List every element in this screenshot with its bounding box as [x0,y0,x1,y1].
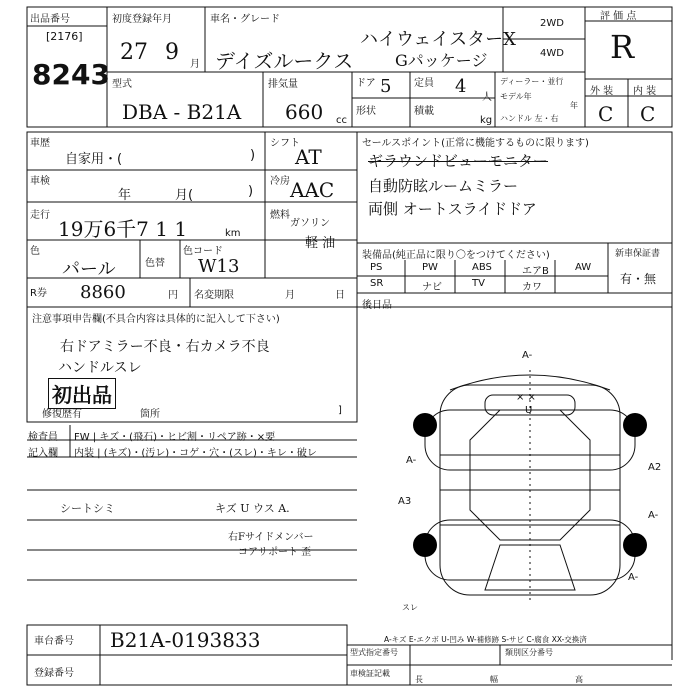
notes-close: ] [338,405,342,416]
model-label: 型式 [112,79,132,90]
name-change-month: 月 [285,290,295,301]
first-listing-stamp: 初出品 [48,378,116,409]
kg-unit: kg [480,115,493,126]
class-number-label: 類別区分番号 [505,648,553,657]
chassis-value: B21A-0193833 [110,628,261,652]
reg-month-unit: 月 [190,59,200,70]
repair-label: 修復歴有 [42,409,82,420]
inspector-note-2: キズ U ウス A. [215,502,290,515]
place-label: 箇所 [140,409,160,420]
fuel-label: 燃料 [270,210,290,221]
car-name: デイズルークス [215,49,354,73]
displacement-value: 660 [285,100,324,124]
recycle-label: R券 [30,288,47,299]
equip-pw: PW [422,262,438,273]
grade-line1: ハイウェイスターX [360,29,516,50]
rear-items-label: 後日品 [362,300,392,311]
sales-point-3: 両側 オートスライドドア [368,200,537,218]
mark-a2: A2 [648,462,662,473]
grade-line2: Gパッケージ [395,51,488,70]
ext-grade: C [598,102,614,126]
mark-a-right: A- [648,510,659,521]
color-value: パール [62,259,116,280]
width-label: 幅 [490,675,498,684]
score-value: R [610,28,635,66]
reg-number-label: 登録番号 [34,668,74,679]
cert-label: 車検証記載 [350,669,390,678]
year-unit: 年 [570,101,578,110]
inspector-note-1: シートシミ [60,502,115,515]
ac-label: 冷房 [270,176,290,187]
sales-points-label: セールスポイント(正常に機能するものに限ります) [362,138,589,149]
inspector-note-3b: コアサポート 歪 [238,547,312,558]
int-grade: C [640,102,656,126]
handle-label: ハンドル 左・右 [500,114,559,123]
shift-value: AT [295,145,322,169]
equipment-label: 装備品(純正品に限り〇をつけてください) [362,250,550,261]
inspection-close: ) [248,184,254,199]
capacity-label: 定員 [414,78,434,89]
mark-a3: A3 [398,496,412,507]
color-change-label: 色替 [145,258,165,269]
equip-leather: カワ [522,282,542,293]
mileage-label: 走行 [30,210,50,221]
color-label: 色 [30,246,40,257]
sales-point-1: ギラウンドビューモニター [368,152,549,170]
damage-legend: A-キズ E-エクボ U-凹み W-補修跡 S-サビ C-腐食 XX-交換済 [384,635,587,644]
score-label: 評 価 点 [600,11,637,22]
ac-value: AAC [290,178,335,202]
model-value: DBA - B21A [122,100,242,124]
car-name-label: 車名・グレード [210,14,280,25]
lot-label: 出品番号 [30,14,70,25]
mark-scuff: スレ [402,603,418,612]
yen-unit: 円 [168,290,178,301]
chassis-label: 車台番号 [34,636,74,647]
drive-4wd: 4WD [540,48,564,59]
lot-number: 8243 [32,58,110,91]
inspector-label: 検査員 [28,432,58,443]
mark-a-left: A- [406,455,417,466]
doors-value: 5 [380,76,392,97]
shift-label: シフト [270,138,300,149]
history-label: 車歴 [30,138,50,149]
equip-ps: PS [370,262,383,273]
notes-line-1: 右ドアミラー不良・右カメラ不良 [60,339,270,355]
inspector-note-3a: 右Fサイドメンバー [228,532,314,543]
notes-label: 注意事項申告欄(不具合内容は具体的に記入して下さい) [32,314,280,325]
notes-line-2: ハンドルスレ [58,360,142,376]
km-unit: km [225,228,241,239]
inspection-year: 年 [118,188,132,203]
displacement-label: 排気量 [268,79,298,90]
capacity-unit: 人 [482,92,492,103]
length-label: 長 [415,675,423,684]
fuel-diesel: 軽 油 [305,236,336,251]
equip-aw: AW [575,262,592,273]
fuel-gas: ガソリン [290,218,330,229]
mark-a-top: A- [522,350,533,361]
name-change-day: 日 [335,290,345,301]
first-reg-label: 初度登録年月 [112,14,172,25]
warranty-value: 有・無 [620,272,657,286]
mark-u: U [525,405,533,416]
drive-2wd: 2WD [540,18,564,29]
color-code-label: 色コード [183,246,223,257]
entry-label: 記入欄 [28,448,58,459]
doors-label: ドア [356,78,376,89]
mark-a-bottom: A- [628,572,639,583]
model-year-label: モデル年 [500,92,532,101]
entry-items: 内装 | (キズ)・(汚レ)・コゲ・穴・(スレ)・キレ・破レ [74,448,317,459]
inspector-items: FW | キズ・(飛石)・ヒビ割・リペア跡・×要 [74,432,276,443]
mark-x: × × [516,392,536,403]
recycle-value: 8860 [80,282,126,303]
ext-label: 外 装 [590,86,614,97]
mileage-value: 19万6千7 1 1 [58,217,188,241]
equip-navi: ナビ [422,282,442,293]
reg-year: 27 [120,40,148,65]
equip-sr: SR [370,278,384,289]
lot-sub: [2176] [46,30,83,43]
color-code-value: W13 [198,256,240,277]
spec-number-label: 型式指定番号 [350,648,398,657]
dealer-label: ディーラー・並行 [500,77,564,86]
load-label: 積載 [414,106,434,117]
warranty-label: 新車保証書 [615,249,661,259]
history-value: 自家用・( [65,152,123,167]
int-label: 内 装 [633,86,657,97]
shape-label: 形状 [356,106,376,117]
reg-month: 9 [165,40,179,65]
height-label: 高 [575,675,583,684]
inspection-month: 月( [175,188,194,203]
inspection-label: 車検 [30,176,50,187]
equip-abs: ABS [472,262,492,273]
history-close: ) [250,148,256,163]
equip-tv: TV [472,278,485,289]
sales-point-2: 自動防眩ルームミラー [368,177,519,195]
equip-airbag: エアB [522,266,549,277]
name-change-label: 名変期限 [194,290,234,301]
cc-unit: cc [336,115,347,126]
capacity-value: 4 [455,76,467,97]
